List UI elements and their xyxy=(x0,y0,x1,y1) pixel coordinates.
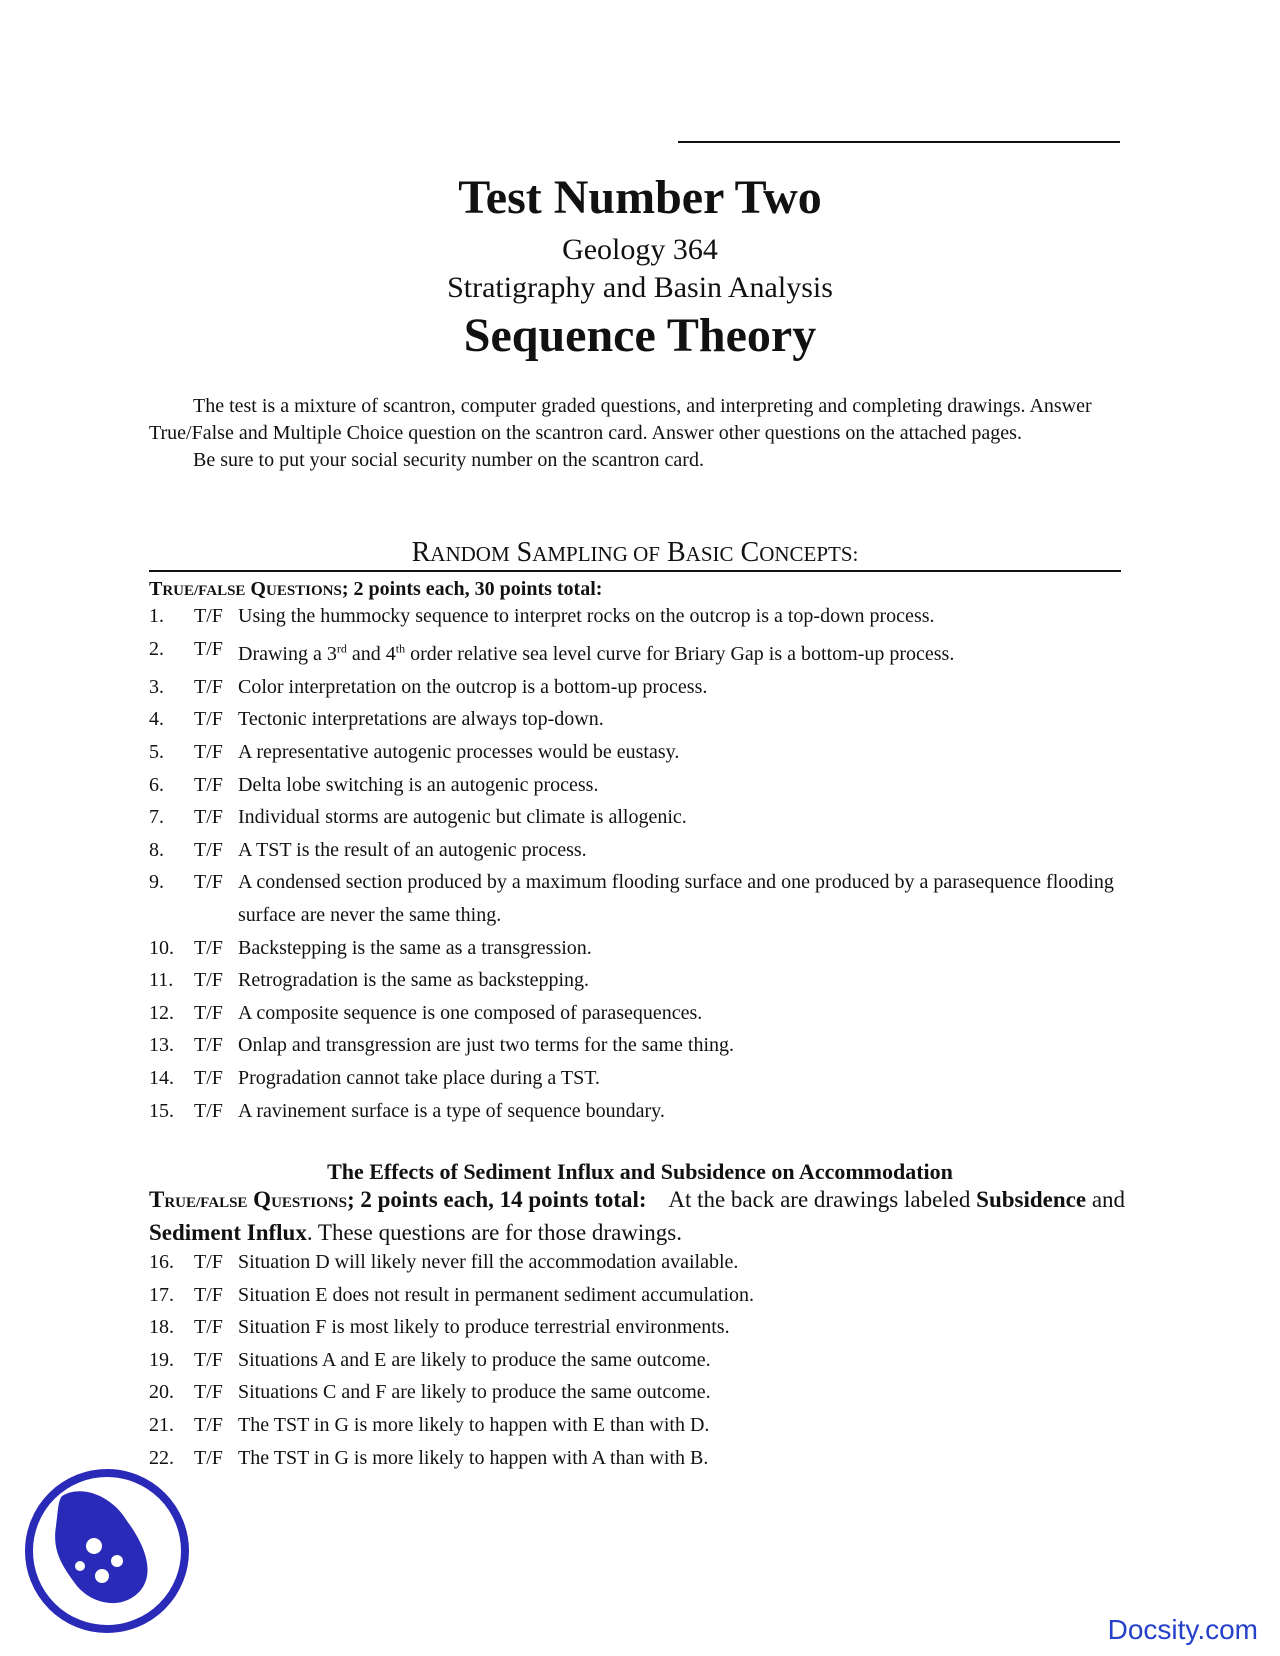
question-text: Individual storms are autogenic but climate is allogenic. xyxy=(238,806,687,829)
question-item xyxy=(149,997,1139,1030)
question-list xyxy=(149,600,1139,1127)
question-item xyxy=(149,1062,1139,1095)
true-false-marker: T/F xyxy=(194,1251,223,1273)
true-false-marker: T/F xyxy=(194,969,223,992)
question-number: 7. xyxy=(149,806,164,829)
question-item xyxy=(149,1409,1139,1442)
question-text: Progradation cannot take place during a TST. xyxy=(238,1066,600,1089)
question-text: Situation D will likely never fill the accommodation available. xyxy=(238,1251,739,1273)
question-text: Onlap and transgression are just two terms for the same thing. xyxy=(238,1034,734,1057)
section-heading: RANDOM SAMPLING OF BASIC CONCEPTS: xyxy=(411,537,859,568)
question-text: Situation E does not result in permanent sediment accumulation. xyxy=(238,1283,754,1306)
question-number: 12. xyxy=(149,1001,174,1024)
question-text: Retrogradation is the same as backstepping. xyxy=(238,969,590,992)
page-title: Test Number Two xyxy=(458,171,822,224)
question-number: 22. xyxy=(149,1446,174,1469)
question-item xyxy=(149,1442,1139,1475)
true-false-marker: T/F xyxy=(194,637,223,660)
question-text: Delta lobe switching is an autogenic process. xyxy=(238,773,599,796)
question-number: 3. xyxy=(149,675,164,698)
true-false-marker: T/F xyxy=(194,1066,223,1089)
question-item xyxy=(149,932,1139,965)
question-item xyxy=(149,1344,1139,1377)
test-topic: Sequence Theory xyxy=(463,309,817,362)
true-false-marker: T/F xyxy=(194,1283,223,1306)
question-number: 20. xyxy=(149,1381,174,1404)
true-false-marker: T/F xyxy=(194,1034,223,1057)
question-group-heading: TRUE/FALSE QUESTIONS; 2 points each, 30 points total: xyxy=(149,578,603,600)
question-number: 4. xyxy=(149,708,164,731)
true-false-marker: T/F xyxy=(194,741,223,764)
question-text: Tectonic interpretations are always top-down. xyxy=(238,708,604,731)
true-false-marker: T/F xyxy=(194,1348,223,1371)
question-item xyxy=(149,1376,1139,1409)
question-number: 11. xyxy=(149,969,174,992)
question-text: Drawing a 3rd and 4th order relative sea level curve for Briary Gap is a bottom-up process. xyxy=(238,641,955,666)
question-item xyxy=(149,600,1139,633)
question-text: Situations A and E are likely to produce the same outcome. xyxy=(238,1348,711,1371)
question-text: Backstepping is the same as a transgression. xyxy=(238,936,592,959)
question-item xyxy=(149,769,1139,802)
question-number: 9. xyxy=(149,871,164,894)
docsity-logo-icon xyxy=(22,1466,192,1636)
question-item xyxy=(149,1246,1139,1279)
true-false-marker: T/F xyxy=(194,1001,223,1024)
section-2-intro: TRUE/FALSE QUESTIONS; 2 points each, 14 points total: At the back are drawings labeled Subsidence and Sediment Influx. These questions are for those drawings. xyxy=(149,1187,1126,1245)
true-false-marker: T/F xyxy=(194,806,223,829)
true-false-marker: T/F xyxy=(194,773,223,796)
question-text: A TST is the result of an autogenic process. xyxy=(238,838,587,861)
true-false-marker: T/F xyxy=(194,1099,223,1122)
question-item xyxy=(149,866,1139,931)
question-text: The TST in G is more likely to happen with A than with B. xyxy=(238,1446,709,1469)
question-number: 5. xyxy=(149,741,164,764)
question-number: 14. xyxy=(149,1066,174,1089)
question-item xyxy=(149,1095,1139,1128)
instructions-paragraph-2: Be sure to put your social security number on the scantron card. xyxy=(193,449,704,471)
question-text: Using the hummocky sequence to interpret rocks on the outcrop is a top-down process. xyxy=(238,605,935,627)
question-number: 21. xyxy=(149,1413,174,1436)
question-text: Situation F is most likely to produce terrestrial environments. xyxy=(238,1316,730,1339)
course-subtitle: Stratigraphy and Basin Analysis xyxy=(447,271,833,304)
question-text: A ravinement surface is a type of sequence boundary. xyxy=(238,1099,665,1122)
true-false-marker: T/F xyxy=(194,871,223,894)
true-false-marker: T/F xyxy=(194,605,223,627)
section-2-title: The Effects of Sediment Influx and Subsidence on Accommodation xyxy=(327,1159,953,1184)
question-number: 10. xyxy=(149,936,174,959)
true-false-marker: T/F xyxy=(194,708,223,731)
question-item xyxy=(149,801,1139,834)
name-blank-line xyxy=(678,141,1120,143)
question-item xyxy=(149,703,1139,736)
question-text: Situations C and F are likely to produce the same outcome. xyxy=(238,1381,711,1404)
question-number: 15. xyxy=(149,1099,174,1122)
section-divider xyxy=(149,570,1121,572)
true-false-marker: T/F xyxy=(194,1381,223,1404)
question-item xyxy=(149,1311,1139,1344)
course-number: Geology 364 xyxy=(562,233,718,266)
question-item xyxy=(149,671,1139,704)
question-number: 13. xyxy=(149,1034,174,1057)
question-text: Color interpretation on the outcrop is a bottom-up process. xyxy=(238,675,708,698)
true-false-marker: T/F xyxy=(194,675,223,698)
question-number: 19. xyxy=(149,1348,174,1371)
true-false-marker: T/F xyxy=(194,1413,223,1436)
question-number: 17. xyxy=(149,1283,174,1306)
true-false-marker: T/F xyxy=(194,838,223,861)
true-false-marker: T/F xyxy=(194,1446,223,1469)
instructions xyxy=(149,393,1134,474)
true-false-marker: T/F xyxy=(194,936,223,959)
question-number: 6. xyxy=(149,773,164,796)
question-list-2 xyxy=(149,1246,1139,1474)
question-number: 2. xyxy=(149,637,164,660)
question-item xyxy=(149,964,1139,997)
question-text: A composite sequence is one composed of parasequences. xyxy=(238,1001,703,1024)
question-item xyxy=(149,736,1139,769)
true-false-marker: T/F xyxy=(194,1316,223,1339)
question-item xyxy=(149,1029,1139,1062)
question-text: A representative autogenic processes would be eustasy. xyxy=(238,741,680,764)
question-item xyxy=(149,633,1139,671)
question-number: 18. xyxy=(149,1316,174,1339)
question-number: 1. xyxy=(149,605,164,627)
question-number: 16. xyxy=(149,1251,174,1273)
question-text: A condensed section produced by a maximum flooding surface and one produced by a parasequence flooding surface are never the same thing. xyxy=(238,871,1114,926)
question-item xyxy=(149,834,1139,867)
question-item xyxy=(149,1279,1139,1312)
docsity-watermark[interactable]: Docsity.com xyxy=(1107,1614,1258,1645)
question-number: 8. xyxy=(149,838,164,861)
question-text: The TST in G is more likely to happen with E than with D. xyxy=(238,1413,710,1436)
instructions-paragraph-1: The test is a mixture of scantron, computer graded questions, and interpreting and completing drawings. Answer True/False and Multiple Choice question on the scantron card. Answer other questions on the attached pages. xyxy=(149,395,1092,444)
